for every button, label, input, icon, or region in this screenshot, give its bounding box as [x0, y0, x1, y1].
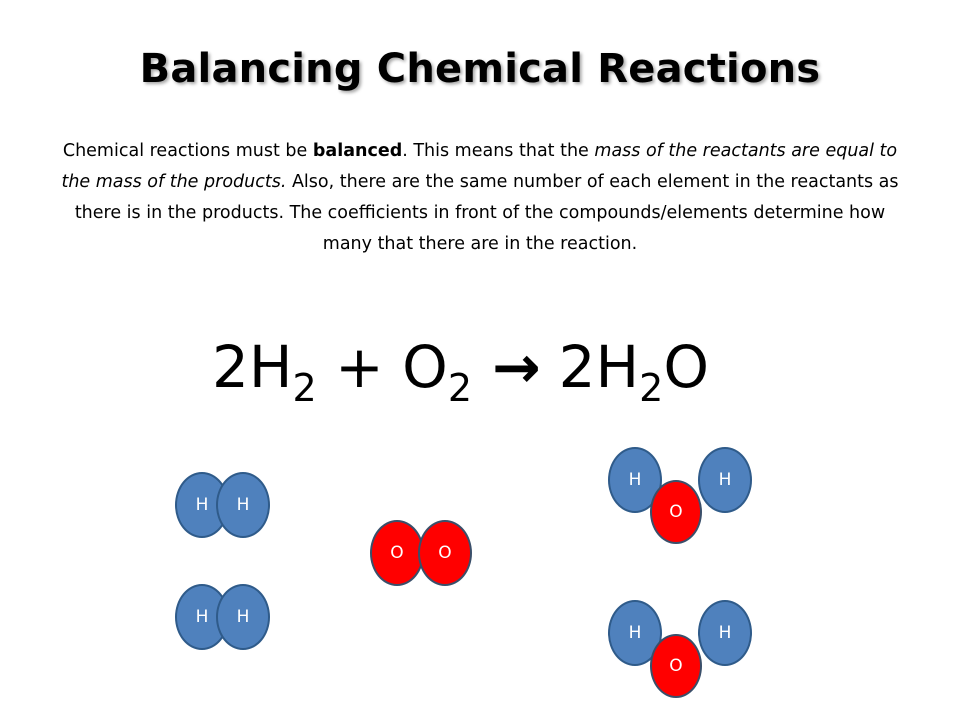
hydrogen-atom: H — [175, 472, 229, 538]
eq-reactant-h2-coef: 2H — [212, 333, 293, 401]
oxygen-atom: O — [650, 480, 702, 544]
hydrogen-atom: H — [608, 447, 662, 513]
hydrogen-atom: H — [216, 472, 270, 538]
eq-product-o: O — [663, 333, 709, 401]
eq-sub-3: 2 — [639, 366, 664, 410]
text-balanced: balanced — [312, 141, 403, 161]
eq-product-h2o-coef: 2H — [558, 333, 640, 401]
eq-sub-2: 2 — [447, 366, 473, 410]
hydrogen-atom: H — [608, 600, 662, 666]
chemical-equation — [212, 332, 709, 410]
text-part-5: Also, there are the same number of each element in the reactants as there is in the products. The coefficients in front of the compounds/elements determine how many that there are in the reaction. — [74, 172, 899, 254]
oxygen-atom: O — [650, 634, 702, 698]
hydrogen-atom: H — [216, 584, 270, 650]
text-part-1: Chemical reactions must be — [62, 141, 313, 161]
oxygen-atom: O — [370, 520, 424, 586]
hydrogen-atom: H — [698, 447, 752, 513]
explanation-paragraph — [50, 136, 910, 260]
hydrogen-atom: H — [175, 584, 229, 650]
eq-sub-1: 2 — [292, 366, 317, 410]
reaction-arrow-icon: → — [492, 333, 541, 401]
text-mass-italic: mass of the reactants are equal to the mass of the products. — [61, 141, 898, 192]
eq-plus-o: + O — [316, 333, 448, 401]
text-part-3: . This means that the — [402, 141, 595, 161]
oxygen-atom: O — [418, 520, 472, 586]
slide-title: Balancing Chemical Reactions — [139, 46, 821, 92]
hydrogen-atom: H — [698, 600, 752, 666]
